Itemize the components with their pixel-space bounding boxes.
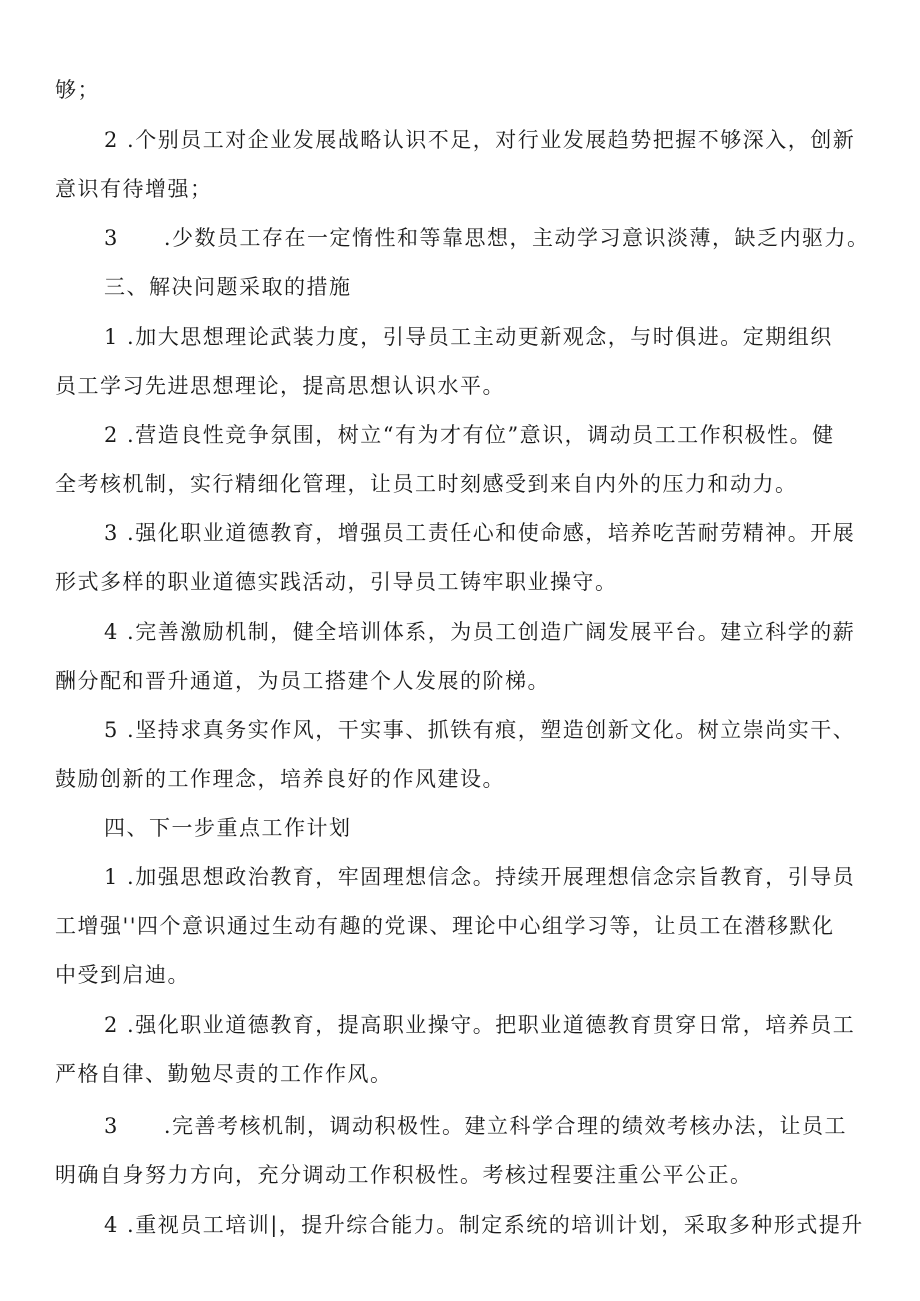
measure-3-line-1: 3 .强化职业道德教育，增强员工责任心和使命感，培养吃苦耐劳精神。开展 — [104, 521, 856, 545]
plan-2-line-1: 2 .强化职业道德教育，提高职业操守。把职业道德教育贯穿日常，培养员工 — [104, 1013, 856, 1037]
section-heading-three: 三、解决问题采取的措施 — [104, 275, 352, 299]
item-2-line-1: 2 .个别员工对企业发展战略认识不足，对行业发展趋势把握不够深入，创新 — [104, 128, 856, 152]
plan-4-line-1: 4 .重视员工培训|，提升综合能力。制定系统的培训计划，采取多种形式提升 — [104, 1213, 864, 1237]
measure-4-line-2: 酬分配和晋升通道，为员工搭建个人发展的阶梯。 — [55, 669, 550, 693]
text-line-continuation: 够； — [55, 78, 100, 102]
measure-2-line-2: 全考核机制，实行精细化管理，让员工时刻感受到来自内外的压力和动力。 — [55, 472, 798, 496]
measure-5-line-2: 鼓励创新的工作理念，培养良好的作风建设。 — [55, 767, 505, 791]
plan-3-line-2: 明确自身努力方向，充分调动工作积极性。考核过程要注重公平公正。 — [55, 1163, 753, 1187]
measure-5-line-1: 5 .坚持求真务实作风，干实事、抓铁有痕，塑造创新文化。树立崇尚实干、 — [104, 718, 856, 742]
section-heading-four: 四、下一步重点工作计划 — [104, 816, 352, 840]
measure-3-line-2: 形式多样的职业道德实践活动，引导员工铸牢职业操守。 — [55, 570, 618, 594]
item-3-line-1: 3 .少数员工存在一定惰性和等靠思想，主动学习意识淡薄，缺乏内驱力。 — [104, 226, 870, 250]
plan-1-line-2: 工增强''四个意识通过生动有趣的党课、理论中心组学习等，让员工在潜移默化 — [55, 914, 835, 938]
measure-1-line-2: 员工学习先进思想理论，提高思想认识水平。 — [55, 374, 505, 398]
plan-3-line-1: 3 .完善考核机制，调动积极性。建立科学合理的绩效考核办法，让员工 — [104, 1114, 848, 1138]
measure-4-line-1: 4 .完善激励机制，健全培训体系，为员工创造广阔发展平台。建立科学的薪 — [104, 620, 856, 644]
measure-1-line-1: 1 .加大思想理论武装力度，引导员工主动更新观念，与时俱进。定期组织 — [104, 325, 833, 349]
plan-1-line-1: 1 .加强思想政治教育，牢固理想信念。持续开展理想信念宗旨教育，引导员 — [104, 865, 856, 889]
plan-1-line-3: 中受到启迪。 — [55, 963, 190, 987]
item-2-line-2: 意识有待增强； — [55, 177, 213, 201]
measure-2-line-1: 2 .营造良性竞争氛围，树立“有为才有位”意识，调动员工工作积极性。健 — [104, 423, 835, 447]
plan-2-line-2: 严格自律、勤勉尽责的工作作风。 — [55, 1062, 393, 1086]
